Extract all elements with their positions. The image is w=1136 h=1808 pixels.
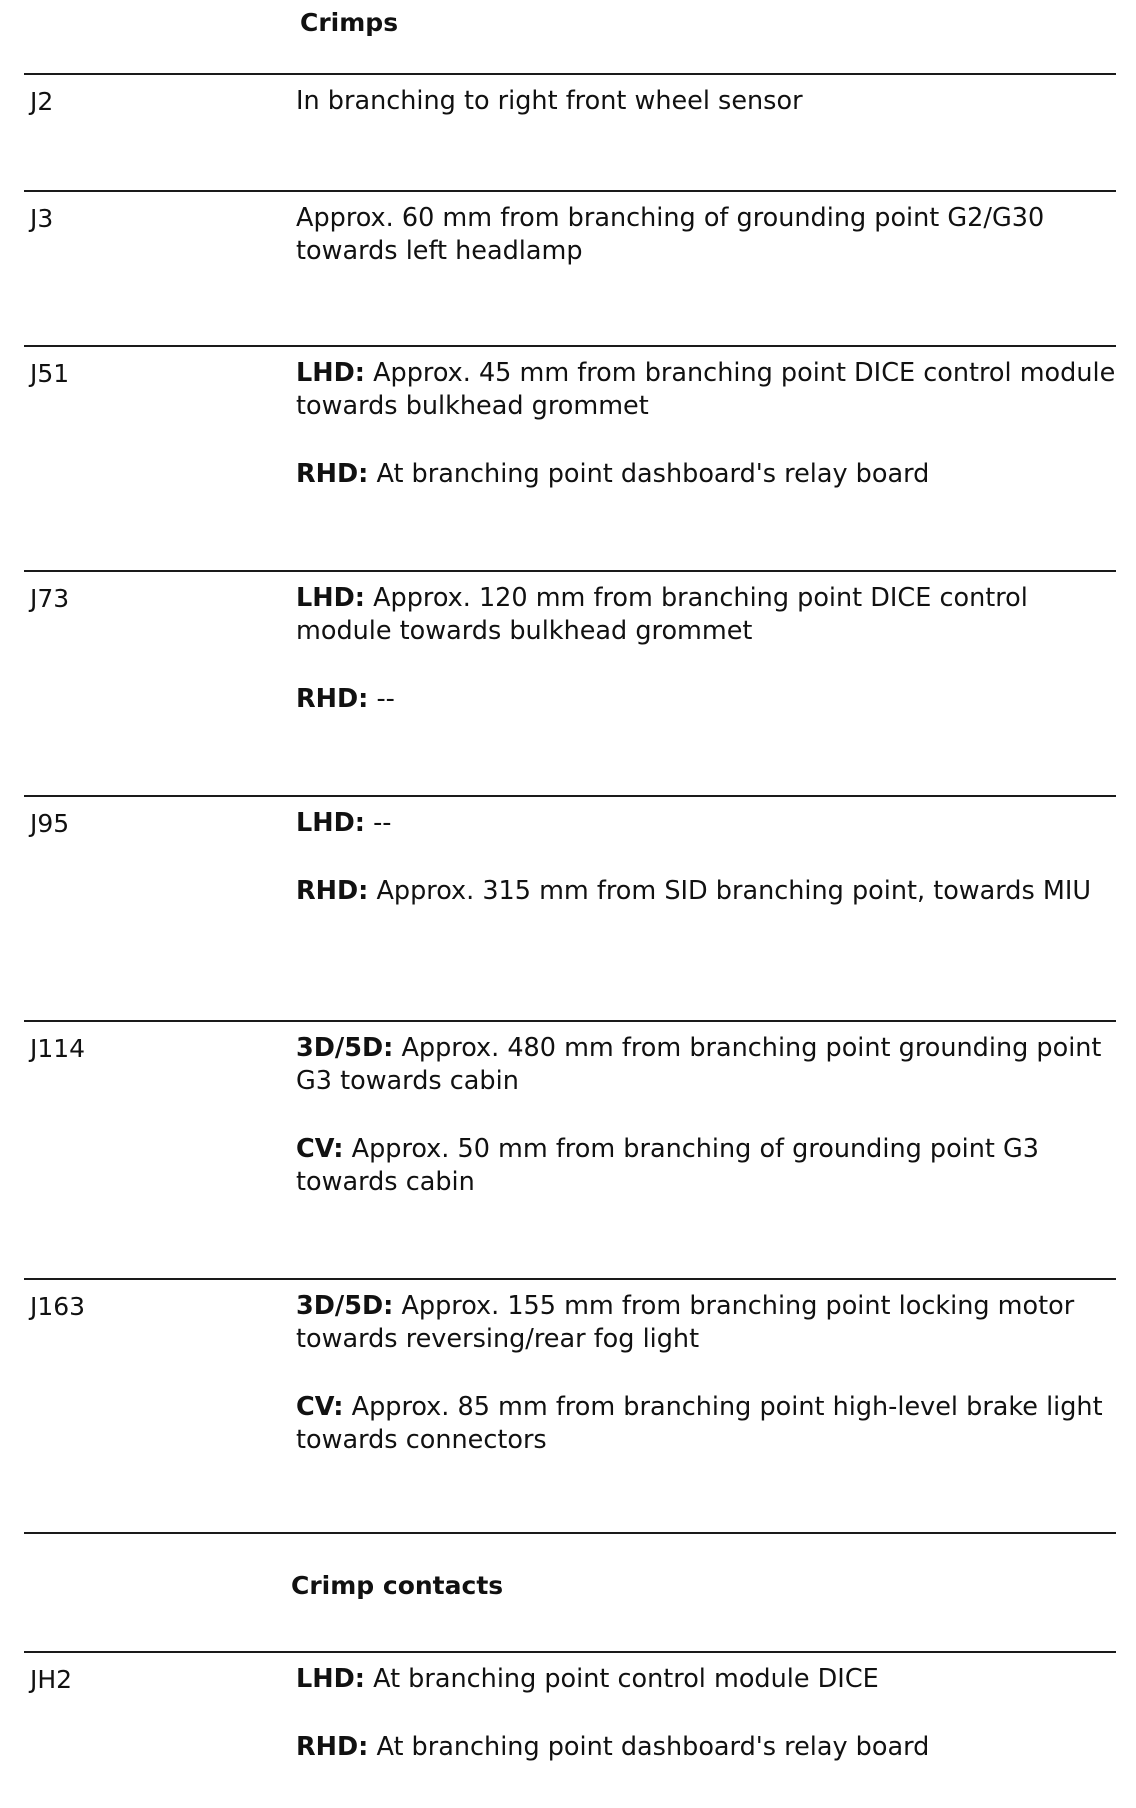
description-paragraph — [296, 1731, 1116, 1764]
row-divider — [24, 345, 1116, 347]
variant-text: At branching point dashboard's relay board — [376, 1732, 930, 1762]
crimp-id: J2 — [30, 87, 54, 116]
crimp-description — [296, 357, 1116, 491]
crimp-description — [296, 202, 1116, 268]
row-divider — [24, 73, 1116, 75]
crimp-id: J73 — [30, 584, 70, 613]
variant-label: RHD: — [296, 1732, 369, 1762]
variant-label: CV: — [296, 1134, 344, 1164]
crimp-id: JH2 — [30, 1665, 73, 1694]
variant-text: At branching point control module DICE — [373, 1664, 879, 1694]
row-divider — [24, 190, 1116, 192]
crimp-id: J95 — [30, 809, 70, 838]
variant-text: At branching point dashboard's relay board — [376, 459, 930, 489]
variant-label: LHD: — [296, 808, 365, 838]
variant-text: Approx. 85 mm from branching point high-level brake light towards connectors — [296, 1392, 1103, 1455]
description-paragraph — [296, 202, 1116, 268]
variant-text: Approx. 155 mm from branching point locking motor towards reversing/rear fog light — [296, 1291, 1075, 1354]
variant-text: Approx. 120 mm from branching point DICE control module towards bulkhead grommet — [296, 583, 1028, 646]
description-paragraph — [296, 683, 1116, 716]
crimp-description — [296, 1290, 1116, 1457]
row-divider — [24, 1020, 1116, 1022]
description-paragraph — [296, 1032, 1116, 1098]
section-divider — [24, 1532, 1116, 1534]
description-paragraph — [296, 458, 1116, 491]
description-paragraph — [296, 357, 1116, 423]
crimp-id: J163 — [30, 1292, 86, 1321]
description-paragraph — [296, 1663, 1116, 1696]
crimp-id: J51 — [30, 359, 70, 388]
variant-text: -- — [376, 684, 395, 714]
crimp-contacts-heading: Crimp contacts — [291, 1571, 504, 1600]
crimp-id: J114 — [30, 1034, 86, 1063]
crimp-description — [296, 85, 1116, 118]
crimp-description — [296, 582, 1116, 716]
description-paragraph — [296, 1133, 1116, 1199]
description-paragraph — [296, 1391, 1116, 1457]
variant-label: LHD: — [296, 583, 365, 613]
variant-label: CV: — [296, 1392, 344, 1422]
variant-label: RHD: — [296, 684, 369, 714]
description-paragraph — [296, 85, 1116, 118]
crimp-id: J3 — [30, 204, 54, 233]
variant-text: In branching to right front wheel sensor — [296, 86, 803, 116]
variant-label: LHD: — [296, 1664, 365, 1694]
variant-label: RHD: — [296, 459, 369, 489]
variant-text: Approx. 315 mm from SID branching point, towards MIU — [376, 876, 1092, 906]
crimp-description — [296, 1663, 1116, 1764]
crimp-description — [296, 807, 1116, 908]
variant-text: Approx. 45 mm from branching point DICE control module towards bulkhead grommet — [296, 358, 1116, 421]
variant-text: Approx. 480 mm from branching point grounding point G3 towards cabin — [296, 1033, 1102, 1096]
description-paragraph — [296, 1290, 1116, 1356]
variant-text: -- — [373, 808, 392, 838]
variant-text: Approx. 50 mm from branching of grounding point G3 towards cabin — [296, 1134, 1040, 1197]
description-paragraph — [296, 582, 1116, 648]
variant-label: 3D/5D: — [296, 1291, 394, 1321]
crimp-description — [296, 1032, 1116, 1199]
row-divider — [24, 795, 1116, 797]
variant-label: LHD: — [296, 358, 365, 388]
variant-label: 3D/5D: — [296, 1033, 394, 1063]
crimps-heading: Crimps — [300, 8, 399, 37]
variant-text: Approx. 60 mm from branching of grounding point G2/G30 towards left headlamp — [296, 203, 1045, 266]
row-divider — [24, 570, 1116, 572]
description-paragraph — [296, 807, 1116, 840]
row-divider — [24, 1278, 1116, 1280]
description-paragraph — [296, 875, 1116, 908]
variant-label: RHD: — [296, 876, 369, 906]
row-divider — [24, 1651, 1116, 1653]
